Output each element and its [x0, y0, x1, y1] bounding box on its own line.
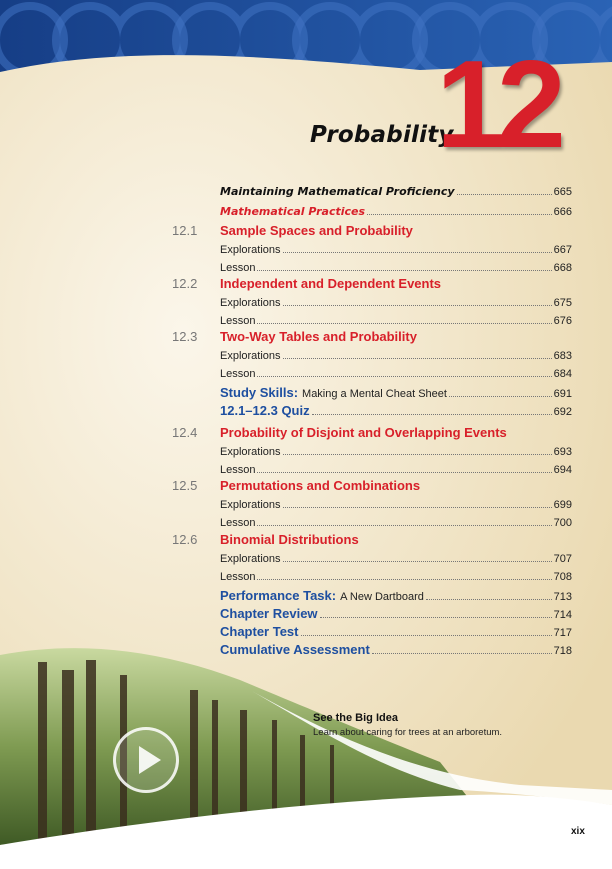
toc-leader-dots	[367, 213, 552, 215]
toc-entry-title: Maintaining Mathematical Proficiency	[220, 185, 455, 198]
toc-page-number: 718	[553, 645, 572, 657]
toc-entry[interactable]	[220, 202, 572, 218]
toc-entry-title: Lesson	[220, 262, 256, 274]
toc-page-number: 692	[553, 406, 572, 418]
chapter-number: 12	[436, 36, 558, 174]
toc-entry[interactable]	[220, 623, 572, 639]
toc-entry-title: Cumulative Assessment	[220, 642, 370, 657]
toc-entry-title: Sample Spaces and Probability	[220, 223, 413, 238]
toc-entry-label	[220, 350, 281, 362]
toc-leader-dots	[257, 471, 551, 473]
toc-page-number: 717	[553, 627, 572, 639]
toc-entry-label	[220, 642, 370, 657]
toc-page-number: 708	[553, 571, 572, 583]
toc-leader-dots	[283, 453, 552, 455]
big-idea-title[interactable]: See the Big Idea	[313, 712, 398, 724]
toc-page-number: 713	[553, 591, 572, 603]
toc-entry-title: Chapter Review	[220, 606, 318, 621]
toc-leader-dots	[257, 578, 551, 580]
toc-entry-title: Explorations	[220, 499, 281, 511]
toc-page-number: 714	[553, 609, 572, 621]
toc-entry-label	[220, 297, 281, 309]
toc-entry-subtitle: Making a Mental Cheat Sheet	[302, 388, 447, 400]
section-number: 12.2	[172, 276, 198, 291]
toc-entry[interactable]	[220, 346, 572, 362]
toc-entry-label	[220, 276, 441, 291]
toc-entry[interactable]	[220, 641, 572, 657]
toc-entry-label	[220, 446, 281, 458]
toc-entry-label	[220, 606, 318, 621]
toc-leader-dots	[320, 616, 552, 618]
toc-entry-label	[220, 329, 417, 344]
toc-entry-title: Lesson	[220, 571, 256, 583]
toc-entry[interactable]	[220, 384, 572, 400]
toc-entry-label	[220, 385, 447, 400]
toc-leader-dots	[312, 413, 552, 415]
toc-entry[interactable]	[220, 477, 572, 493]
toc-entry-label	[220, 588, 424, 603]
toc-entry-label	[220, 223, 413, 238]
toc-entry[interactable]	[220, 222, 572, 238]
toc-entry[interactable]	[220, 495, 572, 511]
toc-entry-label	[220, 425, 507, 440]
toc-leader-dots	[257, 524, 551, 526]
toc-leader-dots	[257, 322, 551, 324]
toc-entry-label	[220, 624, 299, 639]
page-number: xix	[571, 826, 585, 837]
toc-entry[interactable]	[220, 567, 572, 583]
section-number: 12.6	[172, 532, 198, 547]
toc-entry-label	[220, 517, 255, 529]
toc-entry-title: Independent and Dependent Events	[220, 276, 442, 291]
toc-page-number: 666	[553, 206, 572, 218]
toc-entry[interactable]	[220, 311, 572, 327]
toc-entry-title: Binomial Distributions	[220, 532, 359, 547]
toc-entry-label	[220, 262, 255, 274]
toc-entry-label	[220, 185, 455, 198]
toc-page-number: 700	[553, 517, 572, 529]
toc-entry[interactable]	[220, 549, 572, 565]
toc-page-number: 683	[553, 350, 572, 362]
toc-entry[interactable]	[220, 605, 572, 621]
section-number: 12.3	[172, 329, 198, 344]
toc-entry-title: Explorations	[220, 553, 281, 565]
toc-leader-dots	[283, 560, 552, 562]
chapter-title: Probability	[310, 122, 454, 148]
toc-entry-label	[220, 571, 255, 583]
toc-leader-dots	[283, 357, 552, 359]
toc-entry-title: 12.1–12.3 Quiz	[220, 403, 310, 418]
toc-entry-title: Two-Way Tables and Probability	[220, 329, 417, 344]
toc-entry-title: Study Skills:	[220, 385, 299, 400]
toc-leader-dots	[457, 193, 552, 195]
toc-entry-title: Explorations	[220, 350, 281, 362]
toc-entry[interactable]	[220, 460, 572, 476]
toc-entry-label	[220, 464, 255, 476]
section-number: 12.4	[172, 425, 198, 440]
toc-entry[interactable]	[220, 258, 572, 274]
toc-leader-dots	[257, 269, 551, 271]
toc-entry-title: Probability of Disjoint and Overlapping Events	[220, 425, 507, 440]
toc-entry-title: Lesson	[220, 368, 256, 380]
toc-page-number: 668	[553, 262, 572, 274]
toc-entry-title: Explorations	[220, 244, 281, 256]
toc-page-number: 684	[553, 368, 572, 380]
toc-entry-title: Lesson	[220, 517, 256, 529]
toc-entry-title: Performance Task:	[220, 588, 337, 603]
toc-entry-label	[220, 553, 281, 565]
toc-entry[interactable]	[220, 442, 572, 458]
toc-entry[interactable]	[220, 424, 572, 440]
toc-entry-label	[220, 244, 281, 256]
toc-entry[interactable]	[220, 182, 572, 198]
toc-entry-label	[220, 205, 365, 218]
toc-entry-subtitle: A New Dartboard	[340, 591, 424, 603]
toc-page-number: 691	[553, 388, 572, 400]
toc-entry-label	[220, 368, 255, 380]
toc-page-number: 694	[553, 464, 572, 476]
toc-leader-dots	[283, 304, 552, 306]
toc-entry-title: Explorations	[220, 297, 281, 309]
toc-entry[interactable]	[220, 531, 572, 547]
toc-entry-label	[220, 478, 420, 493]
toc-entry-label	[220, 403, 310, 418]
toc-entry-label	[220, 315, 255, 327]
toc-entry-label	[220, 499, 281, 511]
section-number: 12.1	[172, 223, 198, 238]
toc-entry-title: Chapter Test	[220, 624, 299, 639]
toc-entry[interactable]	[220, 328, 572, 344]
toc-leader-dots	[301, 634, 552, 636]
toc-page-number: 699	[553, 499, 572, 511]
toc-page-number: 665	[553, 186, 572, 198]
toc-leader-dots	[372, 652, 552, 654]
toc-leader-dots	[283, 506, 552, 508]
toc-leader-dots	[426, 598, 552, 600]
toc-leader-dots	[449, 395, 552, 397]
big-idea-text: Learn about caring for trees at an arboretum.	[313, 727, 503, 738]
toc-entry-title: Permutations and Combinations	[220, 478, 421, 493]
toc-page-number: 667	[553, 244, 572, 256]
toc-entry-label	[220, 532, 359, 547]
toc-entry[interactable]	[220, 513, 572, 529]
toc-leader-dots	[283, 251, 552, 253]
toc-entry[interactable]	[220, 587, 572, 603]
toc-entry[interactable]	[220, 364, 572, 380]
toc-leader-dots	[257, 375, 551, 377]
toc-page-number: 676	[553, 315, 572, 327]
section-number: 12.5	[172, 478, 198, 493]
play-icon[interactable]	[113, 727, 179, 793]
toc-entry-title: Explorations	[220, 446, 281, 458]
toc-page-number: 707	[553, 553, 572, 565]
toc-page-number: 693	[553, 446, 572, 458]
toc-entry[interactable]	[220, 275, 572, 291]
toc-entry[interactable]	[220, 293, 572, 309]
toc-entry-title: Mathematical Practices	[220, 205, 366, 218]
toc-entry-title: Lesson	[220, 315, 256, 327]
toc-entry[interactable]	[220, 402, 572, 418]
toc-entry-title: Lesson	[220, 464, 256, 476]
toc-page-number: 675	[553, 297, 572, 309]
toc-entry[interactable]	[220, 240, 572, 256]
